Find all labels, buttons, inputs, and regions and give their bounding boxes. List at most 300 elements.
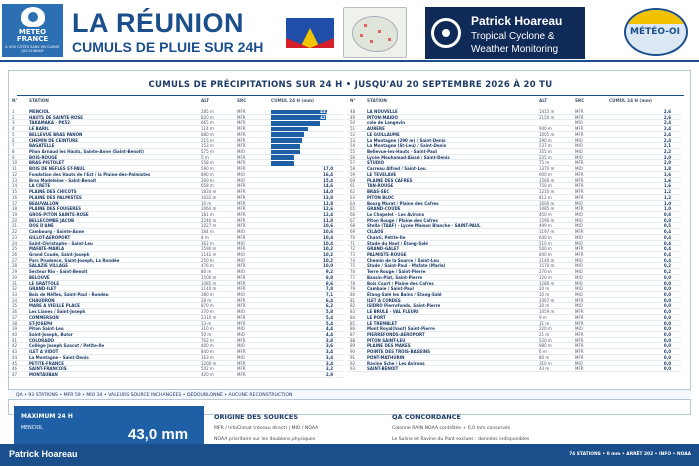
row-station: HAUTS DE SAINTE-ROSE: [29, 114, 84, 120]
row-source: MFR: [575, 183, 584, 189]
row-station: LE BRULE - VAL FLEURI: [367, 309, 419, 315]
row-altitude: 5 m: [201, 154, 209, 160]
row-value: 2,4: [663, 137, 671, 143]
row-station: Étang-Salé les Bains / Étang-Salé: [367, 292, 442, 297]
row-source: MFR: [575, 343, 584, 349]
row-source: MIO: [575, 154, 583, 160]
logo-name: METEO FRANCE: [16, 28, 49, 43]
row-rank: 10: [12, 160, 18, 166]
row-altitude: 6 m: [539, 349, 547, 355]
row-station: PITON-MAIDO: [367, 114, 398, 120]
row-source: MIO: [575, 240, 583, 246]
row-station: GILLOT-AEROPORT: [29, 234, 71, 240]
row-altitude: 184 m: [201, 229, 214, 235]
row-source: MIO: [575, 149, 583, 155]
row-altitude: 1032 m: [201, 194, 217, 200]
row-value: 3,6: [325, 343, 333, 349]
row-rank: 70: [350, 234, 356, 240]
header-src-right: SRC: [575, 98, 585, 103]
row-source: MFR: [575, 206, 584, 212]
row-altitude: 400 m: [201, 343, 214, 349]
row-source: MIO: [575, 200, 583, 206]
row-altitude: 310 m: [201, 326, 214, 332]
row-value: 3,4: [325, 354, 333, 360]
row-altitude: 1085 m: [539, 206, 555, 212]
row-value: 7,8: [325, 286, 333, 292]
row-altitude: 380 m: [201, 292, 214, 297]
row-source: MFR: [237, 349, 246, 355]
row-rank: 40: [12, 332, 18, 338]
row-rank: 78: [350, 280, 356, 286]
row-rank: 71: [350, 240, 356, 246]
row-altitude: 300 m: [201, 177, 214, 183]
row-value: 17,8: [320, 154, 330, 160]
row-source: MFR: [575, 332, 584, 338]
row-value: 0,0: [663, 354, 671, 360]
banner-line-1: Tropical Cyclone &: [471, 31, 555, 42]
row-value: 28,3: [320, 126, 330, 132]
row-rank: 92: [350, 360, 356, 366]
row-altitude: 2246 m: [201, 217, 217, 223]
row-source: MFR: [237, 154, 246, 160]
row-rank: 66: [350, 211, 356, 217]
row-altitude: 10 m: [201, 200, 212, 206]
row-value: 17,0: [323, 166, 333, 172]
row-station: Collège Joseph Suacot / Petite-Ile: [29, 343, 105, 349]
row-value: 2,4: [663, 126, 671, 132]
row-station: Chanti, Petite-Ile: [367, 234, 406, 240]
sources-line-2: NOAA prioritaire sur les doublons physiques: [214, 437, 316, 442]
row-altitude: 520 m: [539, 337, 552, 343]
row-value: 0,0: [663, 297, 671, 303]
row-value: 10,2: [323, 257, 333, 263]
row-value: 0,0: [663, 280, 671, 286]
row-altitude: 420 m: [201, 372, 214, 378]
row-value: 0,5: [663, 223, 671, 229]
station-minimap: [343, 7, 407, 58]
row-value: 0,0: [663, 286, 671, 292]
row-rank: 89: [350, 343, 356, 349]
row-station: Stella (TAAF) - Lycée Maison Blanche - SAINT-PAUL: [367, 223, 481, 229]
row-value: 1,8: [663, 166, 671, 172]
row-station: TAKAMAKA - PK52: [29, 120, 71, 126]
row-value: 0,8: [663, 217, 671, 223]
row-station: Chemin de la Source / Saint-Leu: [367, 257, 439, 263]
row-value: 2,2: [663, 149, 671, 155]
row-source: MFR: [575, 189, 584, 195]
row-rank: 50: [350, 120, 356, 126]
row-altitude: 80 m: [539, 354, 550, 360]
header: [0, 0, 699, 62]
page-title: LA RÉUNION: [72, 8, 244, 38]
row-station: Cambaie / Saint-Paul: [367, 286, 414, 292]
row-altitude: 940 m: [539, 126, 552, 132]
row-value: 4,4: [325, 332, 333, 338]
row-altitude: 476 m: [201, 263, 214, 269]
row-source: MFR: [237, 320, 246, 326]
row-rank: 39: [12, 326, 18, 332]
row-station: TAN-ROUGE: [367, 183, 394, 189]
row-altitude: 10 m: [539, 292, 550, 297]
row-rank: 60: [350, 177, 356, 183]
row-station: PALMISTE-ROUGE: [367, 251, 407, 257]
rain-bar: [271, 115, 326, 120]
row-station: Parc Prudence, Saint-Joseph, La Rondée: [29, 257, 120, 263]
row-source: MFR: [575, 309, 584, 315]
row-altitude: 2310 m: [201, 314, 217, 320]
row-rank: 9: [12, 154, 15, 160]
row-altitude: 1005 m: [539, 131, 555, 137]
row-station: La Montagne (290 m) / Saint-Denis: [367, 137, 446, 143]
row-source: MFR: [237, 206, 246, 212]
row-altitude: 1085 m: [201, 280, 217, 286]
row-station: LA NOUVELLE: [367, 109, 398, 114]
row-altitude: 558 m: [201, 160, 214, 166]
row-rank: 61: [350, 183, 356, 189]
row-source: MFR: [575, 337, 584, 343]
footer-author: Patrick Hoareau: [9, 449, 78, 459]
row-value: 2,0: [663, 154, 671, 160]
row-station: ILET A VIDOT: [29, 349, 59, 355]
row-value: 0,0: [663, 326, 671, 332]
row-source: MFR: [575, 160, 584, 166]
row-rank: 11: [12, 166, 18, 172]
row-station: cole de Langevin: [367, 120, 406, 126]
meteo-oi-logo: [624, 8, 688, 56]
row-station: COMMERSON: [29, 314, 59, 320]
meteo-oi-label: MÉTÉO-OI: [630, 27, 680, 37]
row-value: 0,0: [663, 366, 671, 372]
row-source: MFR: [575, 177, 584, 183]
row-source: MIO: [575, 360, 583, 366]
row-rank: 25: [12, 246, 18, 252]
rain-bar: [271, 127, 308, 132]
row-source: MFR: [237, 194, 246, 200]
row-source: MIO: [575, 280, 583, 286]
table-row: [9, 372, 343, 378]
row-station: Le Chapelet - Les Avirons: [367, 211, 425, 217]
row-value: 23,6: [320, 137, 330, 143]
row-altitude: 20 m: [539, 303, 550, 309]
row-rank: 43: [12, 349, 18, 355]
row-source: MFR: [237, 263, 246, 269]
row-station: CHAUDRON: [29, 297, 55, 303]
row-altitude: 114 m: [201, 126, 214, 132]
sources-title: ORIGINE DES SOURCES: [214, 413, 299, 421]
row-altitude: 1834 m: [201, 189, 217, 195]
row-altitude: 450 m: [539, 211, 552, 217]
row-altitude: 75 m: [539, 160, 550, 166]
row-value: 0,0: [663, 349, 671, 355]
row-value: 5,4: [325, 320, 333, 326]
row-value: 4,4: [325, 326, 333, 332]
row-source: MFR: [237, 280, 246, 286]
row-source: MIO: [237, 229, 245, 235]
row-station: La Montagne - Saint-Denis: [29, 354, 89, 360]
row-rank: 27: [12, 257, 18, 263]
row-altitude: 153 m: [201, 143, 214, 149]
row-altitude: 1280 m: [539, 280, 555, 286]
meteo-france-emblem-icon: [21, 7, 45, 27]
row-altitude: 1370 m: [539, 166, 555, 172]
row-altitude: 1560 m: [539, 177, 555, 183]
row-altitude: 290 m: [539, 137, 552, 143]
row-altitude: 590 m: [201, 166, 214, 172]
row-value: 3,2: [325, 366, 333, 372]
row-value: 0,0: [663, 320, 671, 326]
row-rank: 17: [12, 200, 18, 206]
row-value: 13,8: [323, 194, 333, 200]
row-source: MIO: [237, 177, 245, 183]
row-rank: 23: [12, 234, 18, 240]
row-station: La Montagne (St-Leu) / Saint-Denis: [367, 143, 447, 149]
row-rank: 64: [350, 200, 356, 206]
row-station: SALAZIE VILLAGE: [29, 263, 68, 269]
row-value: 1,2: [663, 189, 671, 195]
rain-bar: [271, 138, 302, 143]
table-column-left: [9, 109, 343, 378]
row-source: MIO: [237, 343, 245, 349]
row-rank: 87: [350, 332, 356, 338]
row-value: 10,2: [323, 251, 333, 257]
row-rank: 6: [12, 137, 15, 143]
row-rank: 12: [12, 171, 18, 177]
row-source: MIO: [237, 257, 245, 263]
row-rank: 53: [350, 137, 356, 143]
footer: [0, 444, 699, 466]
row-source: MIO: [575, 263, 583, 269]
row-station: LA CRETE: [29, 183, 51, 189]
row-altitude: 310 m: [539, 360, 552, 366]
row-source: MFR: [575, 229, 584, 235]
row-value: 0,4: [663, 246, 671, 252]
row-altitude: 1197 m: [539, 229, 555, 235]
row-rank: 48: [350, 109, 356, 114]
row-altitude: 575 m: [201, 149, 214, 155]
row-source: MIO: [237, 171, 245, 177]
row-source: MFR: [237, 372, 246, 378]
row-altitude: 1027 m: [201, 223, 217, 229]
row-station: ISIDRO Pierrefonds, Saint-Pierre: [367, 303, 441, 309]
qa-line-1: Colonne RAIN NOAA contrôlée + 0,0 mm conservés: [392, 426, 511, 431]
row-rank: 5: [12, 131, 15, 137]
row-value: 14,0: [323, 189, 333, 195]
row-source: MFR: [575, 354, 584, 360]
row-source: MIO: [237, 149, 245, 155]
row-station: BRAS-PISTOLET: [29, 160, 65, 166]
row-source: MIO: [575, 274, 583, 280]
row-value: 12,6: [323, 206, 333, 212]
row-altitude: 1415 m: [539, 109, 555, 114]
row-value: 6,4: [325, 297, 333, 303]
row-rank: 4: [12, 126, 15, 132]
row-rank: 37: [12, 314, 18, 320]
row-station: Mont Royal(haut) Saint-Pierre: [367, 326, 435, 332]
row-altitude: 542 m: [201, 366, 214, 372]
row-rank: 7: [12, 143, 15, 149]
row-rank: 58: [350, 166, 356, 172]
header-rank-left: N°: [12, 98, 18, 103]
row-source: MFR: [575, 297, 584, 303]
row-rank: 57: [350, 160, 356, 166]
row-rank: 38: [12, 320, 18, 326]
row-source: MIO: [575, 223, 583, 229]
row-value: 0,4: [663, 251, 671, 257]
row-value: 0,4: [663, 257, 671, 263]
row-rank: 44: [12, 354, 18, 360]
row-station: Terre Rouge / Saint-Pierre: [367, 269, 426, 275]
row-source: MFR: [237, 286, 246, 292]
row-altitude: 235 m: [539, 154, 552, 160]
row-source: MFR: [575, 251, 584, 257]
row-station: GRAND-COUDE: [367, 206, 401, 212]
row-altitude: 900 m: [539, 171, 552, 177]
row-altitude: 640 m: [539, 234, 552, 240]
row-station: STUDIO: [367, 160, 385, 166]
row-rank: 93: [350, 366, 356, 372]
row-altitude: 250 m: [201, 257, 214, 263]
row-source: MIO: [575, 303, 583, 309]
table-title: CUMULS DE PRÉCIPITATIONS SUR 24 H • JUSQU'AU 20 SEPTEMBRE 2026 À 20 TU: [148, 80, 553, 90]
row-rank: 32: [12, 286, 18, 292]
row-rank: 15: [12, 189, 18, 195]
patrick-hoareau-banner: [425, 7, 585, 59]
row-altitude: 362 m: [201, 240, 214, 246]
row-source: MFR: [237, 183, 246, 189]
row-source: MFR: [237, 114, 246, 120]
row-value: 0,2: [663, 263, 671, 269]
row-station: BOIS DE NEFLES ST-PAUL: [29, 166, 86, 172]
row-value: 11,8: [323, 217, 333, 223]
qa-section: [392, 413, 592, 443]
row-rank: 47: [12, 372, 18, 378]
row-station: COLORADO: [29, 337, 55, 343]
row-value: 22,0: [320, 149, 330, 155]
row-value: 6,2: [325, 303, 333, 309]
sources-section: [214, 413, 384, 443]
row-station: ST-JOSEPH: [29, 320, 53, 326]
row-rank: 41: [12, 337, 18, 343]
row-station: Piton Saint-Leu: [29, 326, 64, 332]
row-altitude: 1200 m: [201, 360, 217, 366]
row-rank: 62: [350, 189, 356, 195]
row-station: MARE A VIEILLE PLACE: [29, 303, 81, 309]
row-altitude: 870 m: [201, 303, 214, 309]
row-value: 10,4: [323, 234, 333, 240]
row-rank: 26: [12, 251, 18, 257]
row-source: MIO: [237, 269, 245, 275]
row-rank: 35: [12, 303, 18, 309]
row-station: Bassin-Plat, Saint-Pierre: [367, 274, 423, 280]
row-value: 10,4: [323, 240, 333, 246]
row-altitude: 500 m: [539, 246, 552, 252]
row-altitude: 355 m: [539, 149, 552, 155]
row-source: MFR: [237, 200, 246, 206]
row-rank: 46: [12, 366, 18, 372]
maximum-value: 43,0 mm: [128, 426, 189, 443]
row-value: 5,8: [325, 309, 333, 315]
row-source: MFR: [237, 234, 246, 240]
row-station: LE GUILLAUME: [367, 131, 400, 137]
rainfall-table-panel: [8, 70, 691, 415]
row-source: MIO: [237, 332, 245, 338]
banner-subtitle: [471, 30, 558, 56]
row-altitude: 750 m: [539, 183, 552, 189]
row-value: 3,8: [325, 337, 333, 343]
row-station: ILET A CORDES: [367, 297, 401, 303]
row-value: 2,0: [663, 160, 671, 166]
row-rank: 2: [12, 114, 15, 120]
row-source: MFR: [237, 366, 246, 372]
row-value: 7,1: [325, 292, 333, 297]
row-value: 2,8: [325, 372, 333, 378]
row-rank: 51: [350, 126, 356, 132]
row-altitude: 285 m: [201, 109, 214, 114]
row-altitude: 1590 m: [201, 246, 217, 252]
row-source: MFR: [575, 194, 584, 200]
row-rank: 49: [350, 114, 356, 120]
row-rank: 91: [350, 354, 356, 360]
rain-bar: [271, 155, 294, 160]
row-station: BEAUVALLON: [29, 200, 59, 206]
row-source: MIO: [575, 217, 583, 223]
row-source: MIO: [575, 137, 583, 143]
row-rank: 67: [350, 217, 356, 223]
row-station: GROS-PITON SAINTE-ROSE: [29, 211, 89, 217]
row-station: BOIS-ROUGE: [29, 154, 58, 160]
row-value: 0,8: [663, 211, 671, 217]
row-rank: 88: [350, 337, 356, 343]
row-station: Grand Coude, Saint-Joseph: [29, 251, 90, 257]
row-rank: 63: [350, 194, 356, 200]
row-source: MIO: [575, 326, 583, 332]
row-value: 0,0: [663, 332, 671, 338]
row-station: DOS D'ANE: [29, 223, 54, 229]
row-value: 1,6: [663, 171, 671, 177]
row-source: MFR: [237, 217, 246, 223]
rain-bar: [271, 150, 300, 155]
row-value: 0,0: [663, 314, 671, 320]
row-station: BRAS-SEC: [367, 189, 390, 195]
row-source: MFR: [237, 120, 246, 126]
row-source: MFR: [237, 143, 246, 149]
row-altitude: 8 m: [201, 234, 209, 240]
row-altitude: 820 m: [201, 114, 214, 120]
row-rank: 13: [12, 177, 18, 183]
row-station: CILAOS: [367, 229, 384, 235]
row-source: MFR: [237, 137, 246, 143]
row-altitude: 980 m: [539, 343, 552, 349]
row-station: PETITE-FRANCE: [29, 360, 64, 366]
row-rank: 90: [350, 349, 356, 355]
row-altitude: 28 m: [201, 297, 212, 303]
row-station: Bois de Nèfles, Saint-Paul - Rondeu: [29, 292, 109, 297]
header-val-left: CUMUL 24 H (mm): [271, 98, 314, 103]
row-station: MENCIOL: [29, 109, 50, 114]
header-src-left: SRC: [237, 98, 247, 103]
row-value: 43,0: [320, 109, 330, 114]
row-station: BELLEVUE BRAS PANON: [29, 131, 83, 137]
rain-bar: [271, 110, 327, 115]
row-station: SAINT-BENOIT: [367, 366, 399, 372]
row-source: MIO: [575, 286, 583, 292]
row-station: PLAINE DES PALMISTES: [29, 194, 82, 200]
row-station: Saint-Joseph, Butor: [29, 332, 73, 338]
row-altitude: 80 m: [201, 269, 212, 275]
row-rank: 69: [350, 229, 356, 235]
rain-bar: [271, 121, 320, 126]
row-value: 0,0: [663, 337, 671, 343]
